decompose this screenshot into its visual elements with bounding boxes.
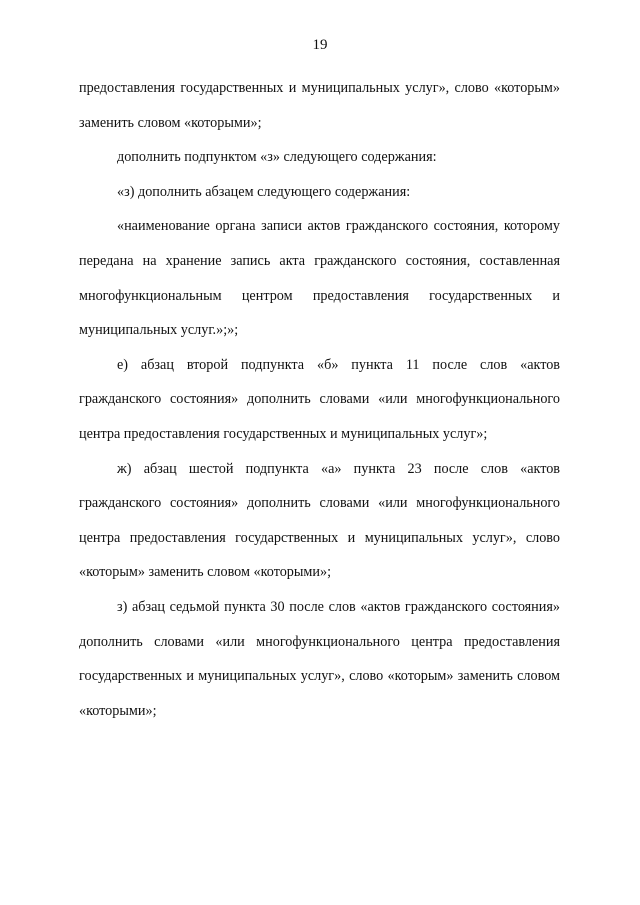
paragraph-add-subpoint: дополнить подпунктом «з» следующего содержания:	[117, 149, 437, 166]
paragraph-item-e: е) абзац второй подпункта «б» пункта 11 после слов «актов гражданского состояния» дополнить словами «или многофункционального центра предоставления государственных и муниципальных услуг»;	[79, 356, 560, 442]
paragraph-subpoint-z: «з) дополнить абзацем следующего содержания:	[117, 183, 411, 200]
paragraph-quoted-name: «наименование органа записи актов гражданского состояния, которому передана на хранение запись акта гражданского состояния, составленная многофункциональным центром предоставления государственных и муниципальных услуг.»;»;	[79, 218, 560, 339]
paragraph-continuation: предоставления государственных и муниципальных услуг», слово «которым» заменить словом «которыми»;	[79, 80, 560, 131]
paragraph-item-zh: ж) абзац шестой подпункта «а» пункта 23 после слов «актов гражданского состояния» дополнить словами «или многофункционального центра предоставления государственных и муниципальных услуг», слово «которым» заменить словом «которыми»;	[79, 460, 560, 581]
document-body	[79, 71, 560, 728]
paragraph-item-z: з) абзац седьмой пункта 30 после слов «актов гражданского состояния» дополнить словами «или многофункционального центра предоставления государственных и муниципальных услуг», слово «которым» заменить словом «которыми»;	[79, 598, 560, 719]
page-number: 19	[312, 37, 328, 53]
